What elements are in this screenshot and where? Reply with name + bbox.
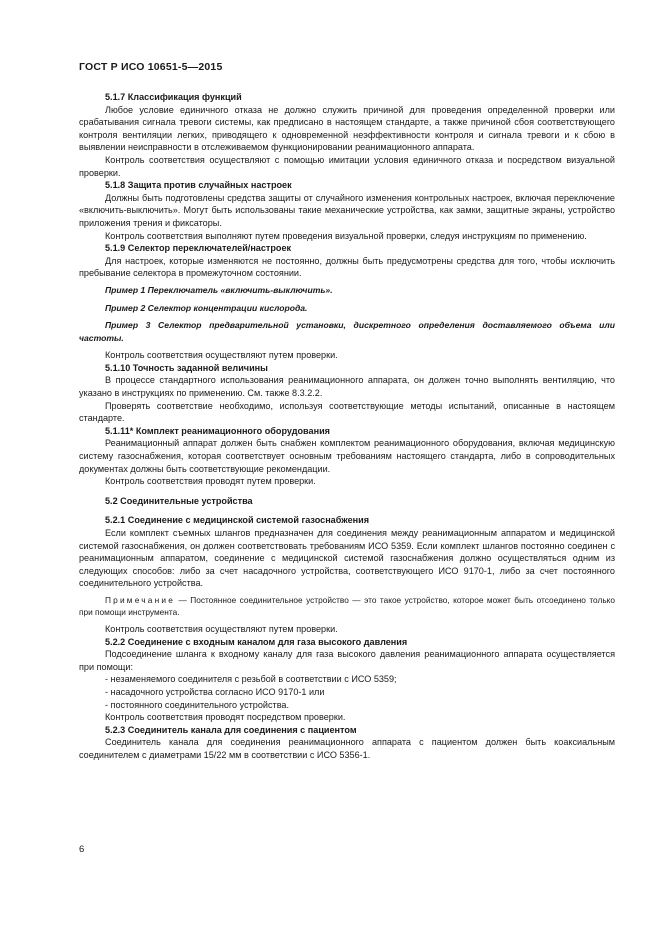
list-item: - незаменяемого соединителя с резьбой в соответствии с ИСО 5359;: [105, 674, 397, 685]
paragraph: Проверять соответствие необходимо, используя соответствующие методы испытаний, описанные в настоящем стандарте.: [79, 400, 615, 424]
spacer: [79, 507, 615, 514]
paragraph: Реанимационный аппарат должен быть снабжен комплектом реанимационного оборудования, включая медицинскую систему газоснабжения, которая соответствует основным требованиям настоящего стандарта, либо в сопроводительных документах должны быть соответствующие рекомендации.: [79, 438, 615, 474]
paragraph: Контроль соответствия осуществляют с помощью имитации условия единичного отказа и посредством визуальной проверки.: [79, 154, 615, 178]
paragraph: Контроль соответствия осуществляют путем проверки.: [105, 350, 338, 361]
paragraph: Для настроек, которые изменяются не постоянно, должны быть предусмотрены средства для того, чтобы исключить пребывание селектора в промежуточном состоянии.: [79, 255, 615, 279]
spacer: [79, 488, 615, 495]
standard-header: ГОСТ Р ИСО 10651-5—2015: [79, 61, 223, 73]
section-heading: 5.1.7 Классификация функций: [105, 92, 242, 102]
section-heading: 5.2.3 Соединитель канала для соединения с пациентом: [105, 724, 357, 735]
list-item: - насадочного устройства согласно ИСО 9170-1 или: [105, 686, 325, 697]
section-heading: 5.2 Соединительные устройства: [105, 495, 253, 506]
page-number: 6: [79, 844, 85, 855]
note-text: — Постоянное соединительное устройство — это такое устройство, которое может быть отсоединено только при помощи инструмента.: [79, 594, 615, 617]
note: [79, 594, 615, 618]
section-heading: 5.2.1 Соединение с медицинской системой газоснабжения: [105, 515, 370, 526]
example: Пример 1 Переключатель «включить-выключить».: [105, 284, 333, 295]
paragraph: Контроль соответствия проводят путем проверки.: [105, 476, 316, 487]
example: Пример 2 Селектор концентрации кислорода.: [105, 302, 308, 313]
list-item: - постоянного соединительного устройства.: [105, 699, 290, 710]
section-heading: 5.1.8 Защита против случайных настроек: [105, 180, 292, 191]
example: Пример 3 Селектор предварительной установки, дискретного определения доставляемого объема или частоты.: [79, 320, 615, 343]
section-heading: 5.1.11* Комплект реанимационного оборудования: [105, 425, 330, 436]
paragraph: Соединитель канала для соединения реанимационного аппарата с пациентом должен быть коаксиальным соединителем с диаметрами 15/22 мм в соответствии с ИСО 5356-1.: [79, 737, 615, 760]
paragraph: Контроль соответствия осуществляют путем проверки.: [105, 623, 338, 634]
note-label: Примечание: [105, 594, 176, 605]
paragraph: Если комплект съемных шлангов предназначен для соединения между реанимационным аппаратом и медицинской системой газоснабжения, он должен соответствовать требованиям ИСО 5359. Если комплект шлангов постоянно соединен с реанимационным аппаратом, соединение с медицинской системой газоснабжения должно осуществляться одним из следующих способов: либо за счет насадочного устройства, соответствующего ИСО 9170-1, либо за счет постоянного соединительного устройства.: [79, 528, 615, 589]
section-heading: 5.1.10 Точность заданной величины: [105, 362, 268, 373]
document-body: [79, 91, 615, 762]
paragraph: Подсоединение шланга к входному каналу для газа высокого давления реанимационного аппарата осуществляется при помощи:: [79, 649, 615, 672]
paragraph: Любое условие единичного отказа не должно служить причиной для проведения определенной проверки или срабатывания сигнала тревоги системы, как предписано в настоящем стандарте, а также причиной сбоя соответствующего контроля вентиляции легких, приводящего к одновременной неэффективности контроля и сигнала тревоги и к сбою в выявлении неисправности в отслеживаемом функционировании реанимационного аппарата.: [79, 104, 615, 153]
section-heading: 5.1.9 Селектор переключателей/настроек: [105, 243, 292, 254]
section-heading: 5.2.2 Соединение с входным каналом для газа высокого давления: [105, 636, 408, 647]
paragraph: Контроль соответствия выполняют путем проведения визуальной проверки, следуя инструкциям по применению.: [105, 230, 587, 241]
paragraph: Должны быть подготовлены средства защиты от случайного изменения контрольных настроек, включая переключение «включить-выключить». Могут быть использованы такие механические устройства, как замки, защитные экраны, устройство приложения трения и фиксаторы.: [79, 192, 615, 228]
paragraph: Контроль соответствия проводят посредством проверки.: [105, 712, 346, 723]
paragraph: В процессе стандартного использования реанимационного аппарата, он должен точно выполнять вентиляцию, что указано в инструкциях по применению. См. также 8.3.2.2.: [79, 375, 615, 399]
